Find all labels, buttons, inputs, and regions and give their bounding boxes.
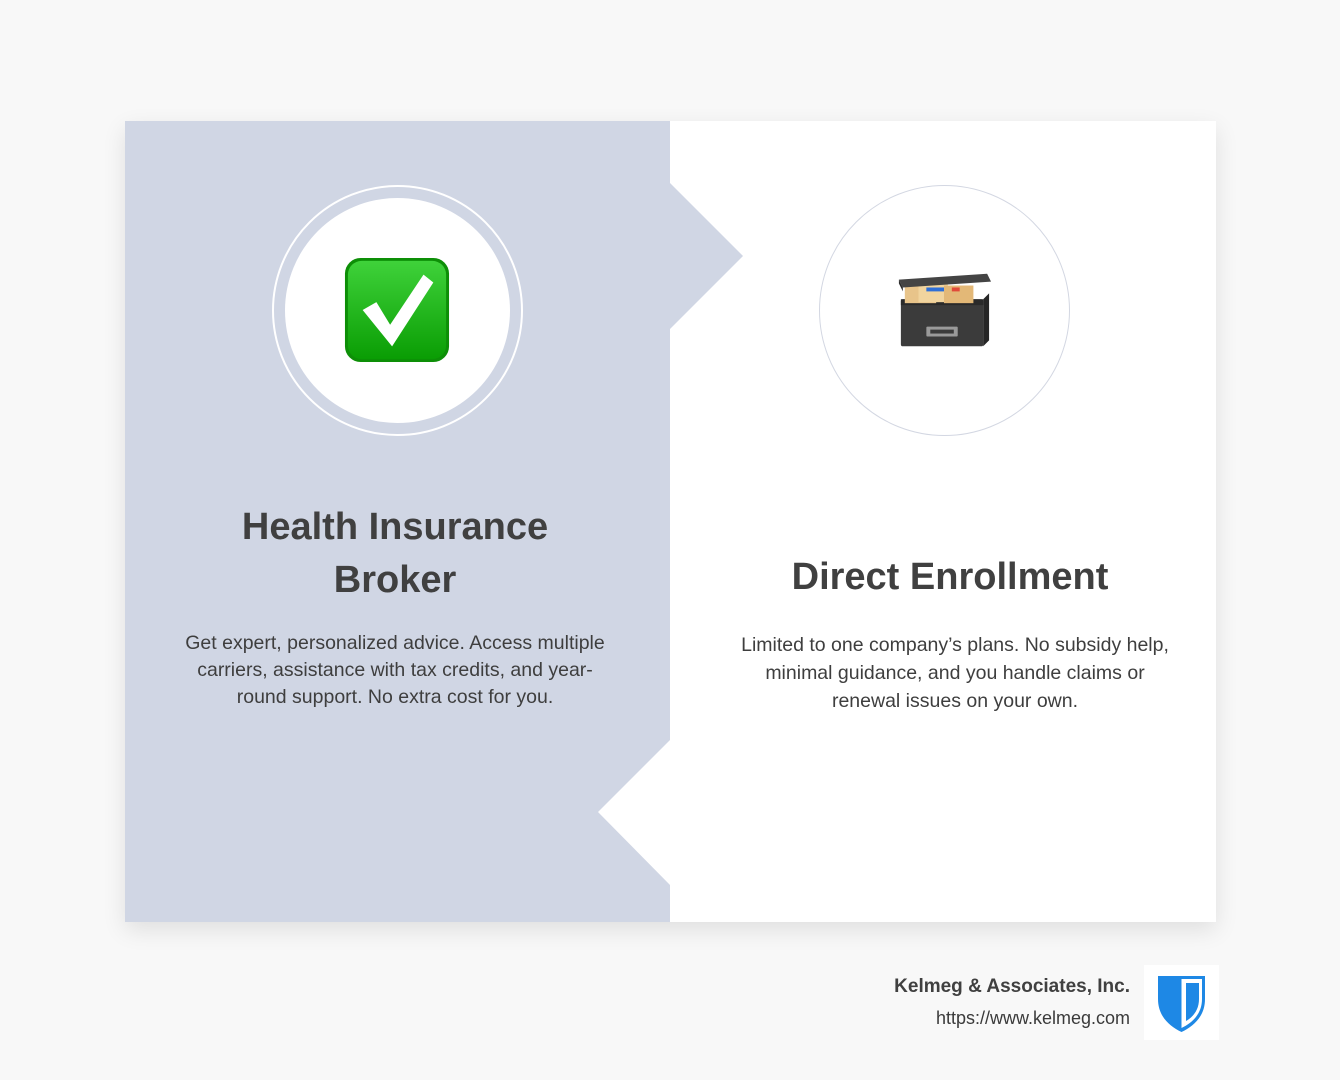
left-option-description: Get expert, personalized advice. Access multiple carriers, assistance with tax credits, and year-round support. No extra cost for you.	[185, 632, 605, 708]
check-mark-button-icon	[343, 256, 451, 364]
right-option-title: Direct Enrollment	[791, 556, 1109, 598]
company-url[interactable]: https://www.kelmeg.com	[935, 1008, 1130, 1028]
left-option-title: Health Insurance Broker	[241, 506, 549, 601]
company-name: Kelmeg & Associates, Inc.	[894, 976, 1130, 997]
right-option-description: Limited to one company’s plans. No subsidy help, minimal guidance, and you handle claims or renewal issues on your own.	[741, 634, 1169, 712]
logo-container	[1144, 965, 1219, 1040]
shield-logo-icon	[1144, 965, 1219, 1040]
card-file-box-icon	[895, 271, 993, 351]
comparison-card	[125, 121, 1216, 922]
